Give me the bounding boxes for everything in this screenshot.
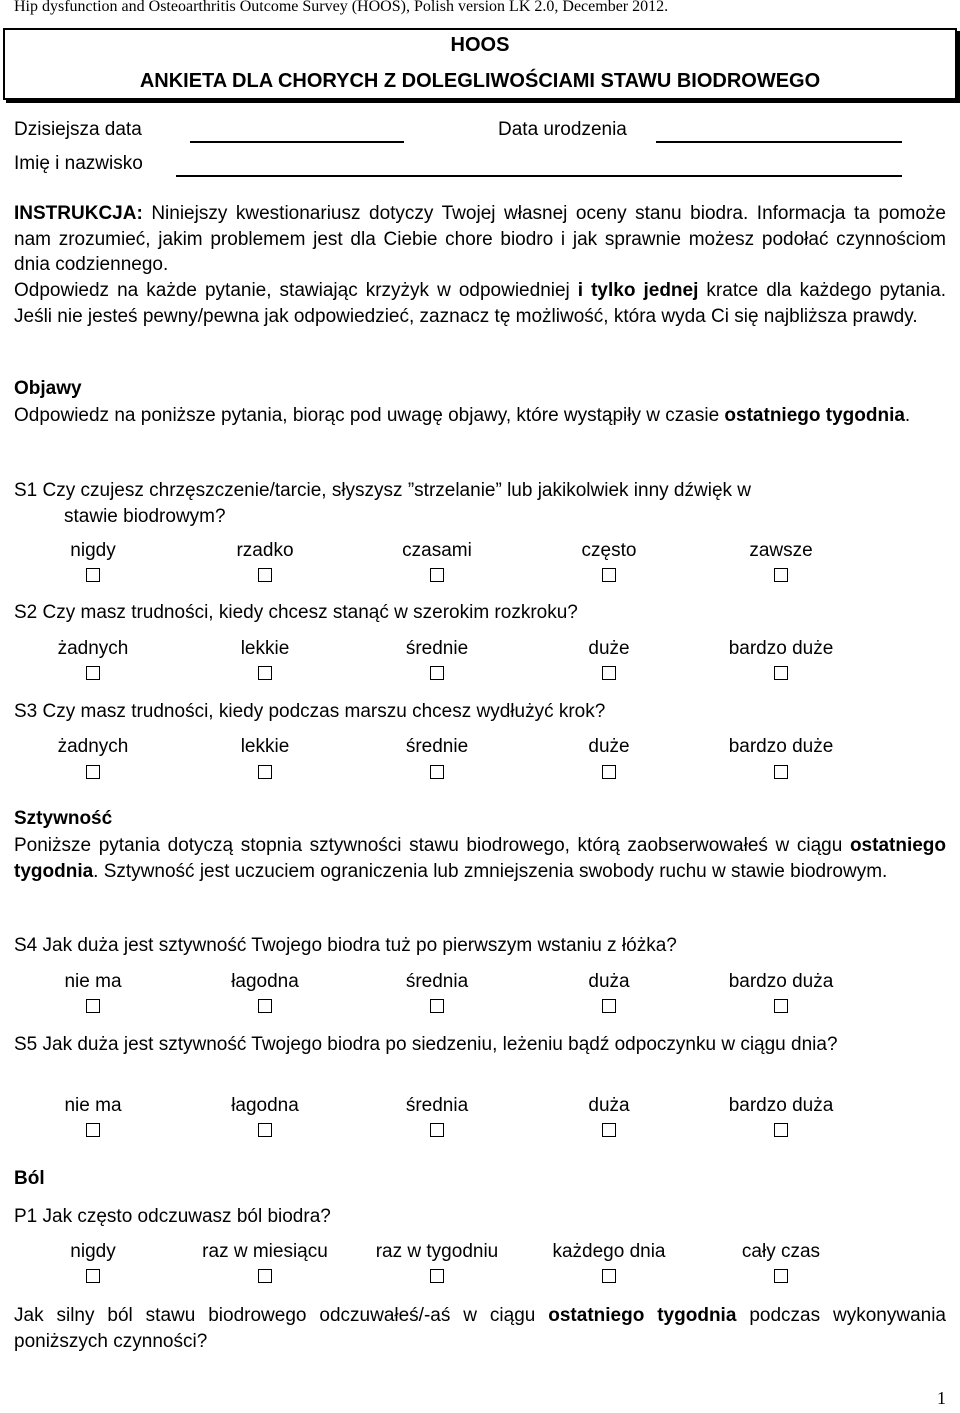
title-subtitle: ANKIETA DLA CHORYCH Z DOLEGLIWOŚCIAMI STAWU BIODROWEGO <box>139 70 821 92</box>
question-s5-text: S5 Jak duża jest sztywność Twojego biodra po siedzeniu, leżeniu bądź odpoczynku <box>14 1034 717 1055</box>
option-label: nigdy <box>70 1241 116 1262</box>
checkbox[interactable] <box>258 1269 272 1283</box>
checkbox[interactable] <box>602 999 616 1013</box>
name-label: Imię i nazwisko <box>14 153 143 174</box>
document-header: Hip dysfunction and Osteoarthritis Outcome Survey (HOOS), Polish version LK 2.0, December 2012. <box>14 0 669 15</box>
symptoms-intro-emphasis: ostatniego tygodnia <box>724 405 905 426</box>
checkbox[interactable] <box>430 765 444 779</box>
pain-intro-text: Jak silny ból stawu biodrowego odczuwałeś/-aś w ciągu <box>14 1305 536 1326</box>
question-s1 <box>14 478 946 529</box>
stiffness-intro <box>14 833 946 884</box>
question-s2: S2 Czy masz trudności, kiedy chcesz stanąć w szerokim rozkroku? <box>14 602 578 623</box>
birth-date-input[interactable] <box>656 141 902 143</box>
question-s5 <box>14 1032 946 1058</box>
checkbox[interactable] <box>774 765 788 779</box>
page-number: 1 <box>937 1388 946 1408</box>
option-label: bardzo duże <box>728 638 834 659</box>
option-label: średnia <box>405 971 469 992</box>
option-label: średnia <box>405 1095 469 1116</box>
option-label: bardzo duża <box>728 971 834 992</box>
option-label: zawsze <box>749 540 813 561</box>
stiffness-intro-emphasis: ostatniego tygodnia <box>14 835 946 882</box>
question-s1-line2: stawie biodrowym? <box>64 505 226 527</box>
instructions-paragraph <box>14 201 946 278</box>
question-s5-emphasis: w ciągu dnia <box>721 1034 827 1055</box>
option-label: duża <box>588 1095 630 1116</box>
checkbox[interactable] <box>430 666 444 680</box>
section-stiffness-title: Sztywność <box>14 808 113 829</box>
pain-intro-emphasis: ostatniego tygodnia <box>548 1305 737 1326</box>
option-label: nie ma <box>64 971 122 992</box>
answer-instructions-d: Jeśli nie jesteś pewny/pewna jak odpowiedzieć, zaznacz tę możliwość, która wyda Ci się najbliższa prawdy. <box>14 305 918 327</box>
checkbox[interactable] <box>258 1123 272 1137</box>
checkbox[interactable] <box>602 1123 616 1137</box>
option-label: żadnych <box>57 736 129 757</box>
option-label: średnie <box>405 638 469 659</box>
option-label: lekkie <box>240 638 290 659</box>
name-input[interactable] <box>176 175 902 177</box>
checkbox[interactable] <box>774 568 788 582</box>
option-label: duże <box>588 736 630 757</box>
pain-intro-end: podczas wykonywania poniższych czynności? <box>14 1305 946 1352</box>
option-label: cały czas <box>741 1241 821 1262</box>
checkbox[interactable] <box>86 1123 100 1137</box>
instructions-text: Niniejszy kwestionariusz dotyczy Twojej własnej oceny stanu biodra. Informacja ta pomoże nam zrozumieć, jakim problemem jest dla Ciebie chore biodro i jak sprawnie możesz podołać czynnościom dnia codziennego. <box>14 203 947 275</box>
option-label: raz w miesiącu <box>202 1241 328 1262</box>
pain-intro <box>14 1303 946 1354</box>
title-hoos: HOOS <box>450 34 510 56</box>
option-label: żadnych <box>57 638 129 659</box>
checkbox[interactable] <box>258 999 272 1013</box>
question-s4: S4 Jak duża jest sztywność Twojego biodra tuż po pierwszym wstaniu z łóżka? <box>14 935 677 956</box>
question-s5-end: ? <box>826 1034 838 1055</box>
checkbox[interactable] <box>602 765 616 779</box>
option-label: łagodna <box>231 971 299 992</box>
checkbox[interactable] <box>86 568 100 582</box>
option-label: łagodna <box>231 1095 299 1116</box>
answer-instructions <box>14 278 946 329</box>
checkbox[interactable] <box>258 568 272 582</box>
answer-instructions-a: Odpowiedz na każde pytanie, stawiając krzyżyk w odpowiedniej <box>14 280 570 301</box>
checkbox[interactable] <box>430 999 444 1013</box>
title-box <box>3 28 957 100</box>
checkbox[interactable] <box>258 765 272 779</box>
checkbox[interactable] <box>86 666 100 680</box>
symptoms-intro-end: . <box>904 405 911 426</box>
answer-instructions-emphasis: i tylko jednej <box>577 280 699 301</box>
option-label: nie ma <box>64 1095 122 1116</box>
option-label: rzadko <box>236 540 294 561</box>
question-p1: P1 Jak często odczuwasz ból biodra? <box>14 1206 331 1227</box>
question-s1-line1: S1 Czy czujesz chrzęszczenie/tarcie, słyszysz ”strzelanie” lub jakikolwiek inny dźwięk w <box>14 480 752 501</box>
option-label: każdego dnia <box>552 1241 666 1262</box>
option-label: średnie <box>405 736 469 757</box>
checkbox[interactable] <box>602 666 616 680</box>
section-symptoms-title: Objawy <box>14 378 82 399</box>
section-pain-title: Ból <box>14 1168 45 1189</box>
question-s3: S3 Czy masz trudności, kiedy podczas marszu chcesz wydłużyć krok? <box>14 701 606 722</box>
checkbox[interactable] <box>774 999 788 1013</box>
checkbox[interactable] <box>86 999 100 1013</box>
symptoms-intro-text: Odpowiedz na poniższe pytania, biorąc pod uwagę objawy, które wystąpiły w czasie <box>14 405 720 426</box>
option-label: lekkie <box>240 736 290 757</box>
checkbox[interactable] <box>430 1269 444 1283</box>
checkbox[interactable] <box>430 1123 444 1137</box>
stiffness-intro-end: . Sztywność jest uczuciem ograniczenia lub zmniejszenia swobody ruchu w stawie biodrowym. <box>93 860 888 882</box>
checkbox[interactable] <box>602 1269 616 1283</box>
symptoms-intro <box>14 403 946 429</box>
option-label: bardzo duże <box>728 736 834 757</box>
date-input[interactable] <box>190 141 404 143</box>
option-label: duża <box>588 971 630 992</box>
stiffness-intro-text: Poniższe pytania dotyczą stopnia sztywności stawu biodrowego, którą zaobserwowałeś w ciągu <box>14 835 843 856</box>
checkbox[interactable] <box>86 1269 100 1283</box>
birth-date-label: Data urodzenia <box>498 119 627 140</box>
option-label: często <box>581 540 637 561</box>
option-label: bardzo duża <box>728 1095 834 1116</box>
instructions-label: INSTRUKCJA: <box>14 203 143 224</box>
checkbox[interactable] <box>258 666 272 680</box>
option-label: duże <box>588 638 630 659</box>
checkbox[interactable] <box>774 666 788 680</box>
option-label: nigdy <box>70 540 116 561</box>
checkbox[interactable] <box>430 568 444 582</box>
checkbox[interactable] <box>86 765 100 779</box>
date-label: Dzisiejsza data <box>14 119 142 140</box>
checkbox[interactable] <box>774 1123 788 1137</box>
option-label: raz w tygodniu <box>375 1241 499 1262</box>
option-label: czasami <box>402 540 472 561</box>
checkbox[interactable] <box>602 568 616 582</box>
checkbox[interactable] <box>774 1269 788 1283</box>
answer-instructions-c: kratce dla każdego pytania. <box>706 280 946 301</box>
